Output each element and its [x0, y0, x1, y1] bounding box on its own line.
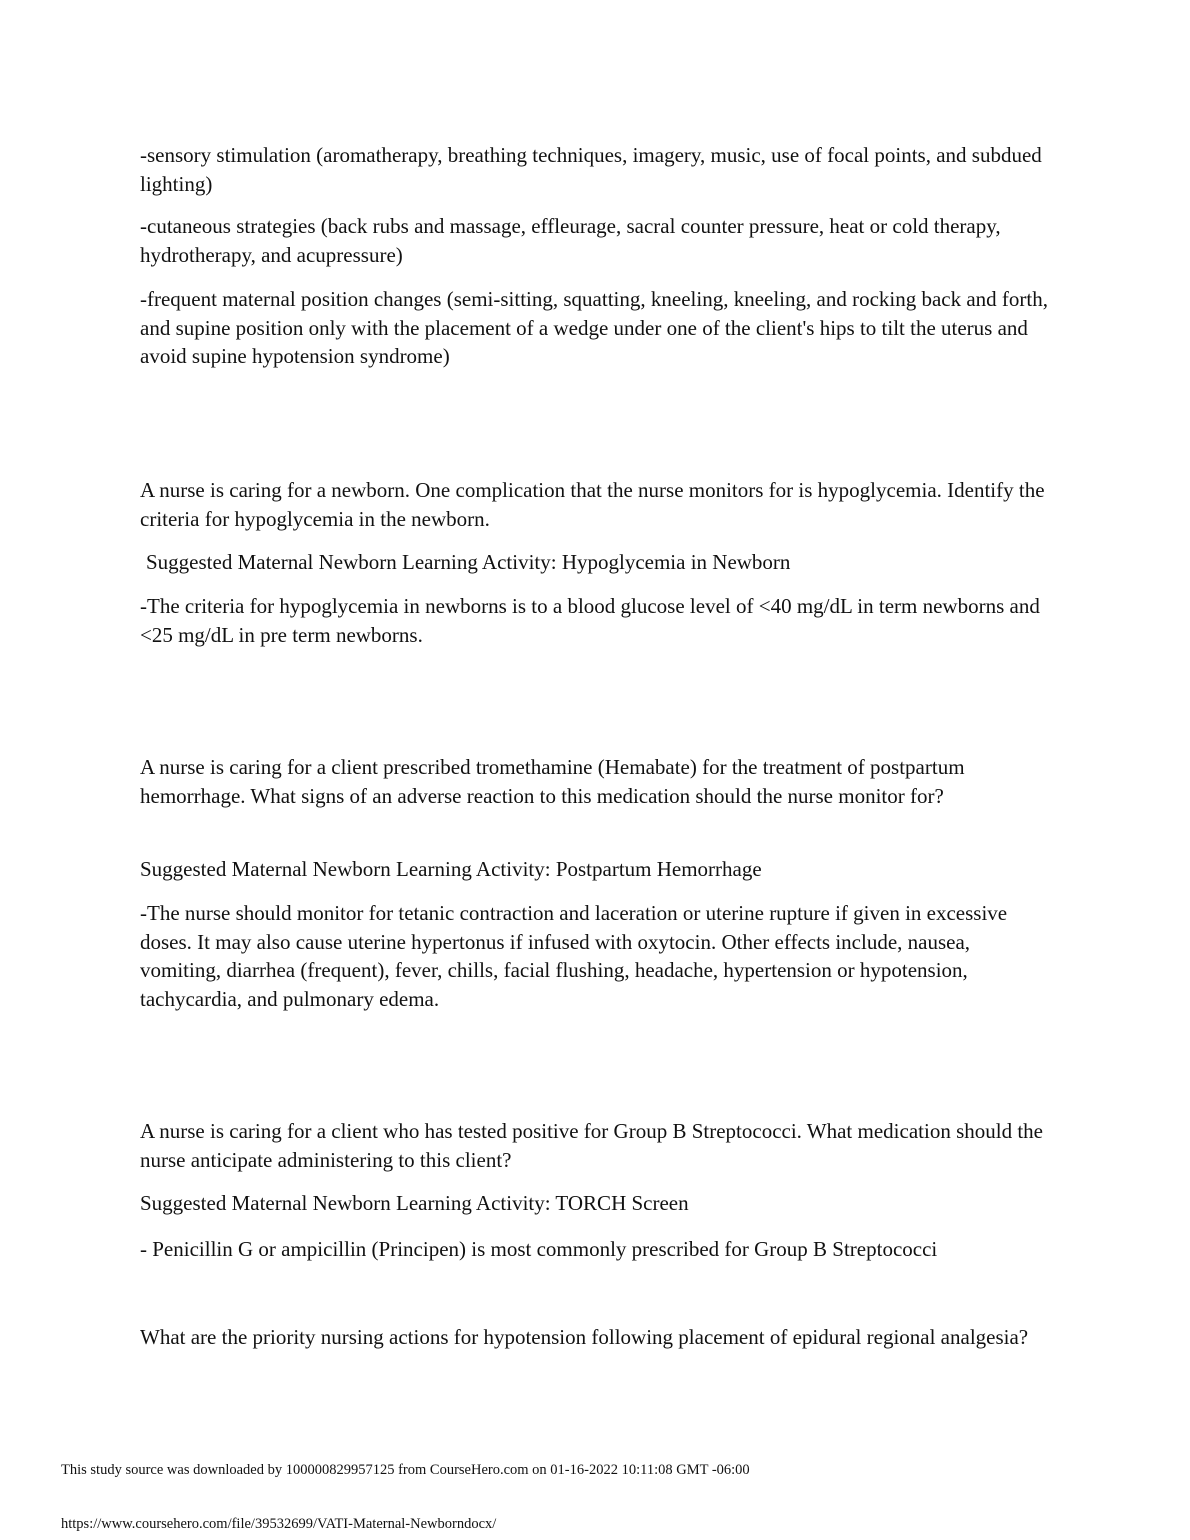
- gbs-activity: Suggested Maternal Newborn Learning Activity: TORCH Screen: [140, 1191, 689, 1215]
- hemabate-question: A nurse is caring for a client prescribed tromethamine (Hemabate) for the treatment of postpartum hemorrhage. What signs of an adverse reaction to this medication should the nurse monitor for?: [140, 755, 965, 808]
- sensory-stimulation-item: -sensory stimulation (aromatherapy, breathing techniques, imagery, music, use of focal points, and subdued lighting): [140, 143, 1042, 196]
- hypoglycemia-activity: Suggested Maternal Newborn Learning Activity: Hypoglycemia in Newborn: [146, 550, 791, 574]
- download-source-note: This study source was downloaded by 100000829957125 from CourseHero.com on 01-16-2022 10:11:08 GMT -06:00: [61, 1462, 750, 1478]
- hypoglycemia-question: A nurse is caring for a newborn. One complication that the nurse monitors for is hypoglycemia. Identify the criteria for hypoglycemia in the newborn.: [140, 478, 1045, 531]
- gbs-answer: - Penicillin G or ampicillin (Principen) is most commonly prescribed for Group B Streptococci: [140, 1237, 938, 1261]
- hypoglycemia-answer: -The criteria for hypoglycemia in newborns is to a blood glucose level of <40 mg/dL in term newborns and <25 mg/dL in pre term newborns.: [140, 594, 1040, 647]
- hemabate-activity: Suggested Maternal Newborn Learning Activity: Postpartum Hemorrhage: [140, 857, 762, 881]
- cutaneous-strategies-item: -cutaneous strategies (back rubs and massage, effleurage, sacral counter pressure, heat or cold therapy, hydrotherapy, and acupressure): [140, 214, 1001, 267]
- position-changes-item: -frequent maternal position changes (semi-sitting, squatting, kneeling, kneeling, and rocking back and forth, and supine position only with the placement of a wedge under one of the client's hips to tilt the uterus and avoid supine hypotension syndrome): [140, 287, 1049, 368]
- source-url[interactable]: https://www.coursehero.com/file/39532699/VATI-Maternal-Newborndocx/: [61, 1516, 497, 1532]
- epidural-question: What are the priority nursing actions for hypotension following placement of epidural regional analgesia?: [140, 1325, 1029, 1349]
- gbs-question: A nurse is caring for a client who has tested positive for Group B Streptococci. What medication should the nurse anticipate administering to this client?: [140, 1119, 1043, 1172]
- hemabate-answer: -The nurse should monitor for tetanic contraction and laceration or uterine rupture if given in excessive doses. It may also cause uterine hypertonus if infused with oxytocin. Other effects include, nausea, vomiting, diarrhea (frequent), fever, chills, facial flushing, headache, hypertension or hypotension, tachycardia, and pulmonary edema.: [140, 901, 1008, 1011]
